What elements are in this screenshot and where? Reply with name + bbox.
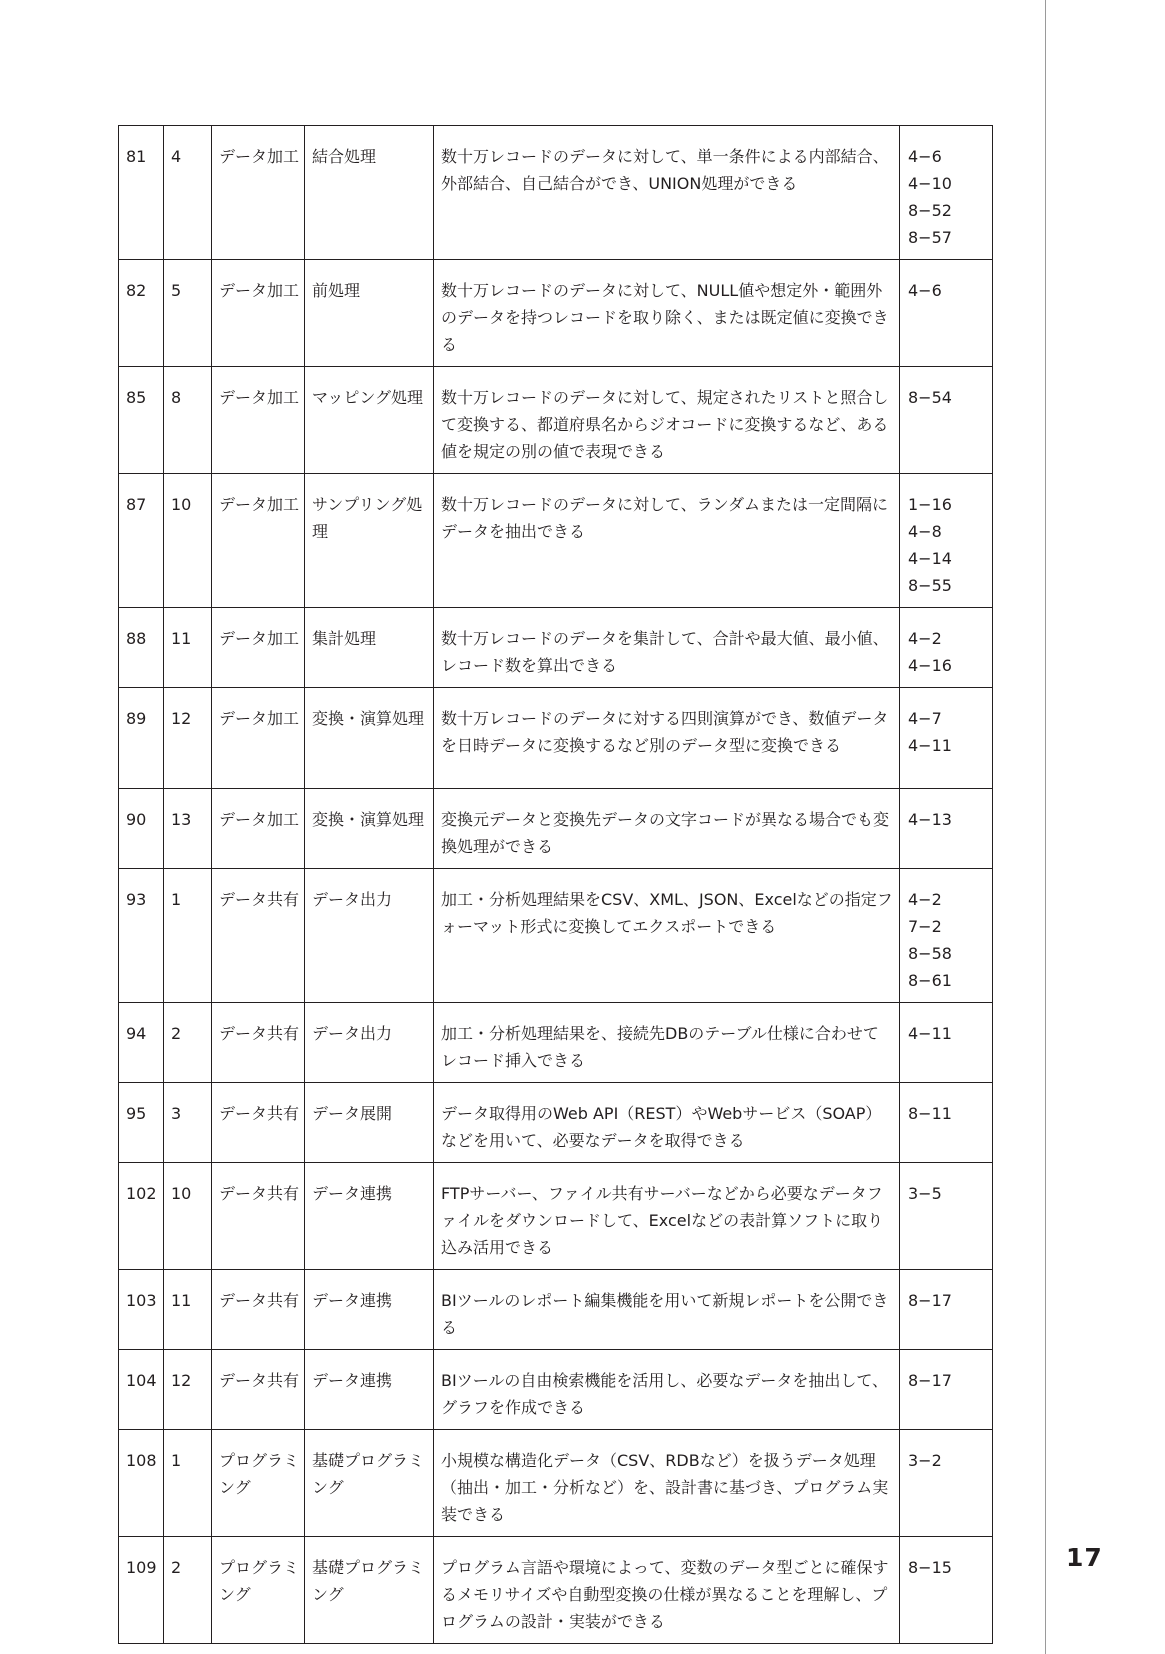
description-cell: 変換元データと変換先データの文字コードが異なる場合でも変換処理ができる <box>434 789 900 869</box>
reference-cell <box>900 367 993 474</box>
category-cell: データ加工 <box>212 126 305 260</box>
no-cell: 108 <box>119 1430 164 1537</box>
reference-cell <box>900 1083 993 1163</box>
no-cell: 94 <box>119 1003 164 1083</box>
reference-cell <box>900 869 993 1003</box>
table-row <box>119 367 993 474</box>
category-cell: データ加工 <box>212 608 305 688</box>
reference-cell <box>900 688 993 789</box>
reference-entry: 4−6 <box>908 281 942 300</box>
reference-cell <box>900 1270 993 1350</box>
category-cell: プログラミング <box>212 1430 305 1537</box>
reference-entry: 8−17 <box>908 1291 952 1310</box>
table-row <box>119 260 993 367</box>
category-cell: データ加工 <box>212 474 305 608</box>
table-row <box>119 1270 993 1350</box>
no-cell: 102 <box>119 1163 164 1270</box>
no-cell: 89 <box>119 688 164 789</box>
reference-entry: 4−13 <box>908 810 952 829</box>
reference-entry: 8−15 <box>908 1558 952 1577</box>
reference-entry: 1−16 <box>908 495 952 514</box>
item-cell: 前処理 <box>305 260 434 367</box>
no-cell: 90 <box>119 789 164 869</box>
item-cell: 基礎プログラミング <box>305 1430 434 1537</box>
item-cell: 変換・演算処理 <box>305 688 434 789</box>
reference-entry: 4−14 <box>908 549 952 568</box>
description-cell: 数十万レコードのデータに対して、単一条件による内部結合、外部結合、自己結合ができ、UNION処理ができる <box>434 126 900 260</box>
sub-no-cell: 12 <box>164 688 212 789</box>
sub-no-cell: 2 <box>164 1537 212 1644</box>
skills-table <box>118 125 993 1644</box>
reference-entry: 4−2 <box>908 890 942 909</box>
description-cell: 数十万レコードのデータに対して、NULL値や想定外・範囲外のデータを持つレコードを取り除く、または既定値に変換できる <box>434 260 900 367</box>
no-cell: 103 <box>119 1270 164 1350</box>
reference-entry: 4−6 <box>908 147 942 166</box>
page-edge-rule <box>1045 0 1046 1654</box>
description-cell: 数十万レコードのデータに対する四則演算ができ、数値データを日時データに変換するなど別のデータ型に変換できる <box>434 688 900 789</box>
no-cell: 93 <box>119 869 164 1003</box>
description-cell: 加工・分析処理結果をCSV、XML、JSON、Excelなどの指定フォーマット形式に変換してエクスポートできる <box>434 869 900 1003</box>
category-cell: データ加工 <box>212 789 305 869</box>
description-cell: 数十万レコードのデータに対して、ランダムまたは一定間隔にデータを抽出できる <box>434 474 900 608</box>
reference-cell <box>900 1163 993 1270</box>
item-cell: データ連携 <box>305 1163 434 1270</box>
sub-no-cell: 1 <box>164 869 212 1003</box>
reference-entry: 4−7 <box>908 709 942 728</box>
table-row <box>119 1083 993 1163</box>
sub-no-cell: 13 <box>164 789 212 869</box>
no-cell: 104 <box>119 1350 164 1430</box>
sub-no-cell: 11 <box>164 608 212 688</box>
description-cell: 小規模な構造化データ（CSV、RDBなど）を扱うデータ処理（抽出・加工・分析など）を、設計書に基づき、プログラム実装できる <box>434 1430 900 1537</box>
category-cell: データ共有 <box>212 1270 305 1350</box>
reference-cell <box>900 1003 993 1083</box>
category-cell: データ共有 <box>212 1003 305 1083</box>
table-row <box>119 1163 993 1270</box>
reference-entry: 8−11 <box>908 1104 952 1123</box>
sub-no-cell: 2 <box>164 1003 212 1083</box>
item-cell: データ連携 <box>305 1350 434 1430</box>
item-cell: データ連携 <box>305 1270 434 1350</box>
reference-entry: 4−11 <box>908 1024 952 1043</box>
reference-entry: 3−2 <box>908 1451 942 1470</box>
reference-entry: 4−2 <box>908 629 942 648</box>
no-cell: 109 <box>119 1537 164 1644</box>
category-cell: データ加工 <box>212 367 305 474</box>
reference-entry: 8−58 <box>908 944 952 963</box>
item-cell: データ出力 <box>305 1003 434 1083</box>
table-row <box>119 1350 993 1430</box>
item-cell: データ出力 <box>305 869 434 1003</box>
category-cell: データ加工 <box>212 260 305 367</box>
reference-cell <box>900 1350 993 1430</box>
category-cell: データ共有 <box>212 1083 305 1163</box>
sub-no-cell: 1 <box>164 1430 212 1537</box>
table-row <box>119 869 993 1003</box>
table-row <box>119 1430 993 1537</box>
no-cell: 87 <box>119 474 164 608</box>
description-cell: BIツールの自由検索機能を活用し、必要なデータを抽出して、グラフを作成できる <box>434 1350 900 1430</box>
table-row <box>119 1537 993 1644</box>
category-cell: データ共有 <box>212 869 305 1003</box>
reference-entry: 8−54 <box>908 388 952 407</box>
item-cell: 基礎プログラミング <box>305 1537 434 1644</box>
reference-cell <box>900 474 993 608</box>
table-row <box>119 688 993 789</box>
table-row <box>119 608 993 688</box>
item-cell: サンプリング処理 <box>305 474 434 608</box>
table-row <box>119 474 993 608</box>
description-cell: 数十万レコードのデータに対して、規定されたリストと照合して変換する、都道府県名からジオコードに変換するなど、ある値を規定の別の値で表現できる <box>434 367 900 474</box>
item-cell: 集計処理 <box>305 608 434 688</box>
category-cell: データ共有 <box>212 1163 305 1270</box>
item-cell: データ展開 <box>305 1083 434 1163</box>
reference-entry: 7−2 <box>908 917 942 936</box>
skills-table-body <box>119 126 993 1644</box>
reference-entry: 8−55 <box>908 576 952 595</box>
page-number: 17 <box>1066 1543 1103 1572</box>
description-cell: 数十万レコードのデータを集計して、合計や最大値、最小値、レコード数を算出できる <box>434 608 900 688</box>
reference-cell <box>900 608 993 688</box>
reference-entry: 4−16 <box>908 656 952 675</box>
sub-no-cell: 5 <box>164 260 212 367</box>
reference-cell <box>900 260 993 367</box>
description-cell: 加工・分析処理結果を、接続先DBのテーブル仕様に合わせてレコード挿入できる <box>434 1003 900 1083</box>
reference-cell <box>900 789 993 869</box>
reference-cell <box>900 126 993 260</box>
reference-entry: 8−61 <box>908 971 952 990</box>
description-cell: BIツールのレポート編集機能を用いて新規レポートを公開できる <box>434 1270 900 1350</box>
sub-no-cell: 12 <box>164 1350 212 1430</box>
reference-entry: 4−10 <box>908 174 952 193</box>
reference-entry: 8−17 <box>908 1371 952 1390</box>
reference-entry: 3−5 <box>908 1184 942 1203</box>
description-cell: データ取得用のWeb API（REST）やWebサービス（SOAP）などを用いて、必要なデータを取得できる <box>434 1083 900 1163</box>
category-cell: データ加工 <box>212 688 305 789</box>
sub-no-cell: 11 <box>164 1270 212 1350</box>
reference-entry: 4−8 <box>908 522 942 541</box>
no-cell: 81 <box>119 126 164 260</box>
table-row <box>119 1003 993 1083</box>
category-cell: プログラミング <box>212 1537 305 1644</box>
category-cell: データ共有 <box>212 1350 305 1430</box>
no-cell: 82 <box>119 260 164 367</box>
sub-no-cell: 3 <box>164 1083 212 1163</box>
no-cell: 95 <box>119 1083 164 1163</box>
reference-entry: 8−52 <box>908 201 952 220</box>
description-cell: FTPサーバー、ファイル共有サーバーなどから必要なデータファイルをダウンロードして、Excelなどの表計算ソフトに取り込み活用できる <box>434 1163 900 1270</box>
sub-no-cell: 10 <box>164 1163 212 1270</box>
sub-no-cell: 4 <box>164 126 212 260</box>
sub-no-cell: 10 <box>164 474 212 608</box>
reference-entry: 8−57 <box>908 228 952 247</box>
item-cell: 変換・演算処理 <box>305 789 434 869</box>
description-cell: プログラム言語や環境によって、変数のデータ型ごとに確保するメモリサイズや自動型変換の仕様が異なることを理解し、プログラムの設計・実装ができる <box>434 1537 900 1644</box>
table-row <box>119 789 993 869</box>
no-cell: 88 <box>119 608 164 688</box>
reference-cell <box>900 1537 993 1644</box>
sub-no-cell: 8 <box>164 367 212 474</box>
item-cell: マッピング処理 <box>305 367 434 474</box>
no-cell: 85 <box>119 367 164 474</box>
reference-entry: 4−11 <box>908 736 952 755</box>
reference-cell <box>900 1430 993 1537</box>
table-row <box>119 126 993 260</box>
item-cell: 結合処理 <box>305 126 434 260</box>
